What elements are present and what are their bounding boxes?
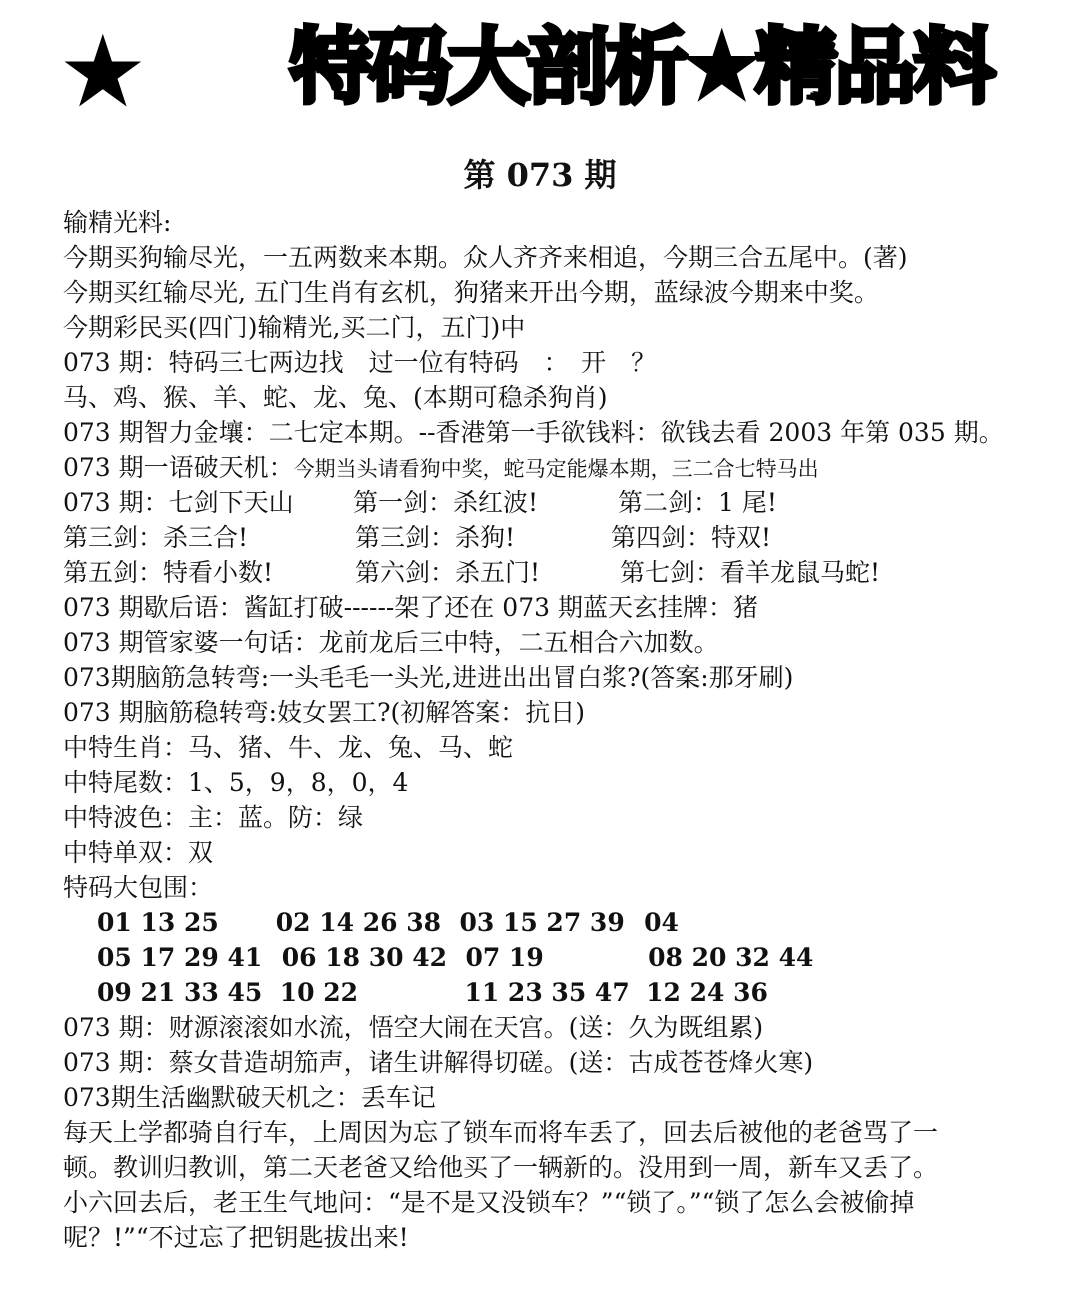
text-line: 073 期：财源滚滚如水流，悟空大闹在天宫。(送：久为既组累) <box>63 1013 764 1042</box>
story-line: 小六回去后，老王生气地问：“是不是又没锁车？”“锁了。”“锁了怎么会被偷掉 <box>63 1188 915 1217</box>
number-group: 09 21 33 45 <box>97 978 263 1007</box>
number-row <box>63 975 1053 1010</box>
wave-color-line: 中特波色：主：蓝。防：绿 <box>63 803 364 832</box>
sword-row <box>63 555 1053 590</box>
number-group: 11 23 35 47 <box>464 978 630 1007</box>
zodiac-line: 中特生肖：马、猪、牛、龙、兔、马、蛇 <box>63 733 514 762</box>
section-heading: 输精光料: <box>63 208 172 237</box>
sword-cell: 第七剑：看羊龙鼠马蛇! <box>620 558 881 587</box>
issue-number: 第 073 期 <box>463 156 617 194</box>
header <box>0 0 1080 194</box>
number-group: 03 15 27 39 <box>459 908 625 937</box>
text-line: 马、鸡、猴、羊、蛇、龙、兔、(本期可稳杀狗肖) <box>63 383 608 412</box>
text-line: 073 期智力金壤：二七定本期。--香港第一手欲钱料：欲钱去看 2003 年第 035 期。 <box>63 418 1004 447</box>
number-group: 10 22 <box>279 978 359 1007</box>
number-group: 08 20 32 44 <box>648 943 814 972</box>
text-segment: 今期当头请看狗中奖，蛇马定能爆本期，三二合七特马出 <box>293 457 819 481</box>
number-group: 07 19 <box>465 943 544 972</box>
article-body <box>63 205 1053 1255</box>
number-group: 02 14 26 38 <box>275 908 441 937</box>
sword-row <box>63 520 1053 555</box>
text-line: 今期买狗输尽光，一五两数来本期。众人齐齐来相追，今期三合五尾中。(著) <box>63 243 908 272</box>
sword-cell: 第二剑：1 尾! <box>618 488 777 517</box>
text-line: 073 期管家婆一句话：龙前龙后三中特，二五相合六加数。 <box>63 628 719 657</box>
text-line: 073 期：特码三七两边找 过一位有特码 ： 开 ？ <box>63 348 657 377</box>
story-line: 呢？!”“不过忘了把钥匙拔出来! <box>63 1223 409 1252</box>
number-row <box>63 940 1053 975</box>
text-segment: 073 期一语破天机： <box>63 453 294 482</box>
number-row <box>63 905 1053 940</box>
text-line: 今期彩民买(四门)输精光,买二门，五门)中 <box>63 313 526 342</box>
text-line: 073期脑筋急转弯:一头毛毛一头光,进进出出冒白浆?(答案:那牙刷) <box>63 663 794 692</box>
sword-cell: 第三剑：杀狗! <box>355 523 516 552</box>
text-line <box>63 450 1053 485</box>
number-group: 04 <box>644 908 679 937</box>
sword-cell: 第三剑：杀三合! <box>63 523 249 552</box>
sword-row <box>63 485 1053 520</box>
sword-cell: 第一剑：杀红波! <box>353 488 539 517</box>
number-group: 05 17 29 41 <box>97 943 263 972</box>
number-group: 01 13 25 <box>97 908 219 937</box>
section-heading: 073期生活幽默破天机之：丢车记 <box>63 1083 436 1112</box>
number-group: 12 24 36 <box>646 978 768 1007</box>
text-line: 073 期：蔡女昔造胡笳声，诸生讲解得切磋。(送：古成苍苍烽火寒) <box>63 1048 814 1077</box>
text-line: 073 期脑筋稳转弯:妓女罢工?(初解答案：抗日) <box>63 698 585 727</box>
tail-number-line: 中特尾数：1、5，9，8，0，4 <box>63 768 409 797</box>
text-line: 073 期歇后语：酱缸打破------架了还在 073 期蓝天玄挂牌：猪 <box>63 593 758 622</box>
sword-cell: 第五剑：特看小数! <box>63 558 274 587</box>
story-line: 每天上学都骑自行车，上周因为忘了锁车而将车丢了，回去后被他的老爸骂了一 <box>63 1118 939 1147</box>
odd-even-line: 中特单双：双 <box>63 838 214 867</box>
number-group: 06 18 30 42 <box>281 943 447 972</box>
sword-cell: 第六剑：杀五门! <box>355 558 541 587</box>
section-heading: 特码大包围： <box>63 873 214 902</box>
sword-cell: 第四剑：特双! <box>611 523 772 552</box>
star-icon: ★ <box>58 13 148 130</box>
page-title: 特码大剖析★精品料 <box>290 20 993 115</box>
text-line: 今期买红输尽光, 五门生肖有玄机，狗猪来开出今期，蓝绿波今期来中奖。 <box>63 278 879 307</box>
sword-cell: 073 期：七剑下天山 <box>63 488 294 517</box>
story-line: 顿。教训归教训，第二天老爸又给他买了一辆新的。没用到一周，新车又丢了。 <box>63 1153 939 1182</box>
